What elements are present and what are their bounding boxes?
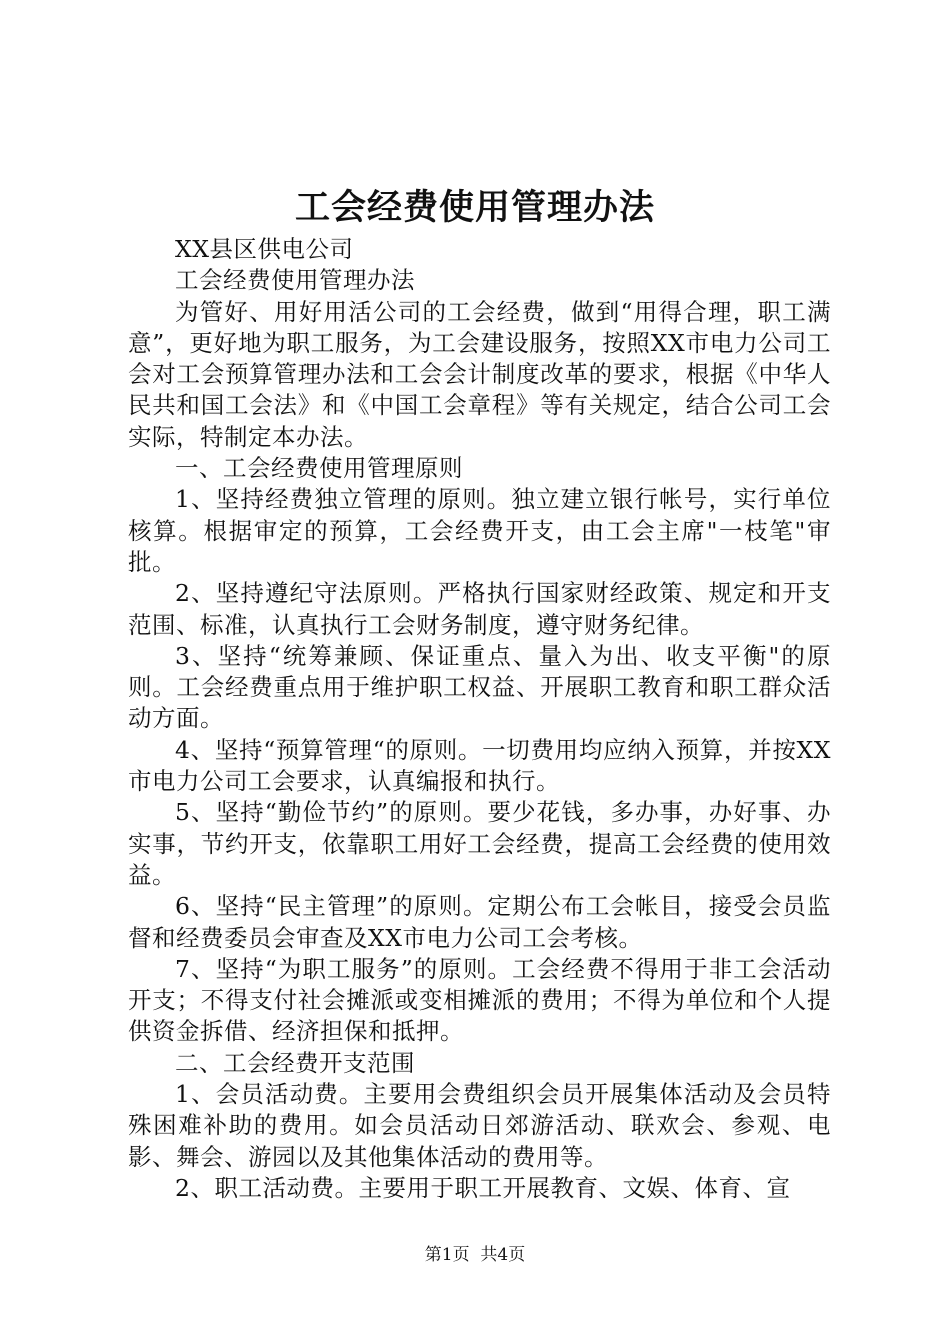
paragraph-company: XX县区供电公司 — [175, 235, 354, 263]
paragraph-principle-1: 1、坚持经费独立管理的原则。独立建立银行帐号，实行单位核算。根据审定的预算，工会经费开支，由工会主席"一枝笔"审批。 — [128, 485, 831, 576]
page-number: 第1页 — [424, 1245, 470, 1265]
paragraph-principle-6: 6、坚持“民主管理”的原则。定期公布工会帐目，接受会员监督和经费委员会审查及XX市电力公司工会考核。 — [128, 892, 831, 952]
document-body — [128, 234, 831, 1204]
paragraph-principle-7: 7、坚持“为职工服务”的原则。工会经费不得用于非工会活动开支；不得支付社会摊派或变相摊派的费用；不得为单位和个人提供资金拆借、经济担保和抵押。 — [128, 954, 831, 1046]
paragraph-intro: 为管好、用好用活公司的工会经费，做到“用得合理，职工满意”，更好地为职工服务，为工会建设服务，按照XX市电力公司工会对工会预算管理办法和工会会计制度改革的要求，根据《中华人民共和国工会法》和《中国工会章程》等有关规定，结合公司工会实际，特制定本办法。 — [128, 297, 831, 451]
paragraph-principle-2: 2、坚持遵纪守法原则。严格执行国家财经政策、规定和开支范围、标准，认真执行工会财务制度，遵守财务纪律。 — [128, 579, 831, 639]
paragraph-scope-1: 1、会员活动费。主要用会费组织会员开展集体活动及会员特殊困难补助的费用。如会员活动日郊游活动、联欢会、参观、电影、舞会、游园以及其他集体活动的费用等。 — [128, 1080, 831, 1171]
total-pages: 共4页 — [480, 1245, 526, 1265]
page-footer — [0, 1243, 950, 1267]
document-title: 工会经费使用管理办法 — [294, 187, 655, 228]
footer-separator — [470, 1245, 481, 1265]
paragraph-principle-5: 5、坚持“勤俭节约”的原则。要少花钱，多办事，办好事、办实事，节约开支，依靠职工用好工会经费，提高工会经费的使用效益。 — [128, 798, 831, 889]
paragraph-principle-3: 3、坚持“统筹兼顾、保证重点、量入为出、收支平衡"的原则。工会经费重点用于维护职工权益、开展职工教育和职工群众活动方面。 — [128, 641, 831, 733]
section-heading-scope: 二、工会经费开支范围 — [175, 1048, 415, 1077]
section-heading-principles: 一、工会经费使用管理原则 — [175, 454, 463, 483]
paragraph-scope-2: 2、职工活动费。主要用于职工开展教育、文娱、体育、宣 — [175, 1173, 791, 1202]
paragraph-subtitle: 工会经费使用管理办法 — [175, 266, 415, 295]
paragraph-principle-4: 4、坚持“预算管理“的原则。一切费用均应纳入预算，并按XX市电力公司工会要求，认真编报和执行。 — [128, 735, 831, 796]
